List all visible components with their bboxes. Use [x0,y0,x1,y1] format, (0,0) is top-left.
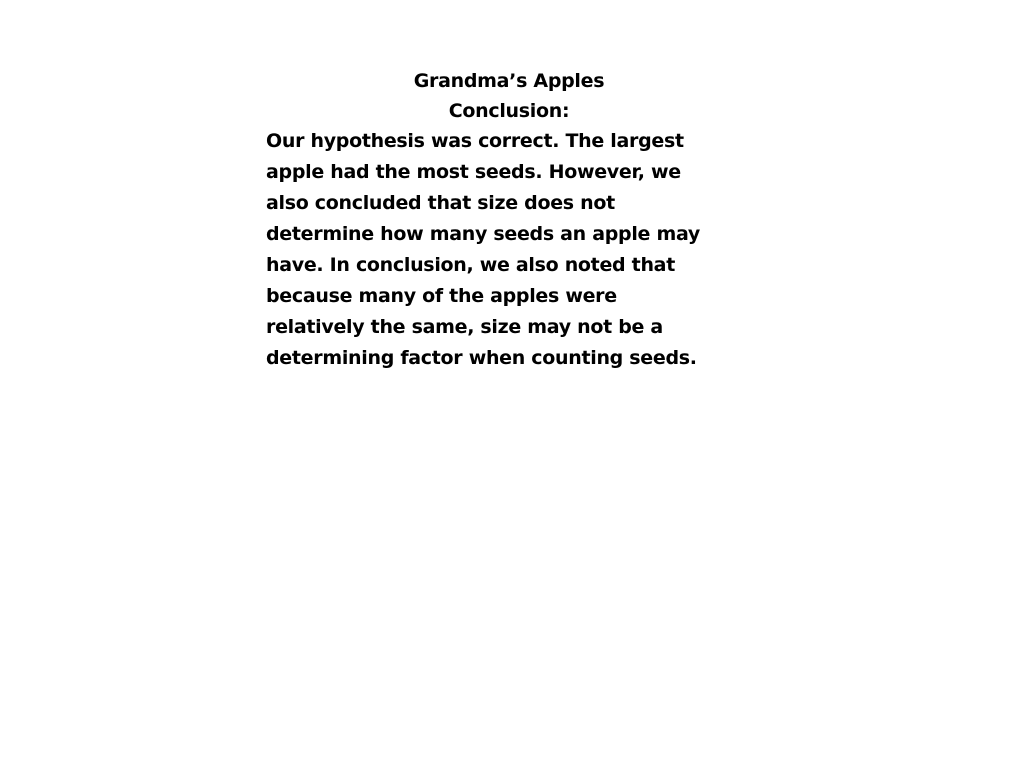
conclusion-block [266,66,752,374]
text-line: because many of the apples were [266,285,617,307]
text-line: apple had the most seeds. However, we [266,161,681,183]
conclusion-text [266,126,752,374]
text-line: determine how many seeds an apple may [266,223,700,245]
text-line: Our hypothesis was correct. The largest [266,130,684,152]
text-line: determining factor when counting seeds. [266,347,697,369]
section-heading: Conclusion: [448,100,570,122]
text-line: relatively the same, size may not be a [266,316,663,338]
text-line: have. In conclusion, we also noted that [266,254,675,276]
text-line: also concluded that size does not [266,192,615,214]
page-title: Grandma’s Apples [413,70,605,92]
